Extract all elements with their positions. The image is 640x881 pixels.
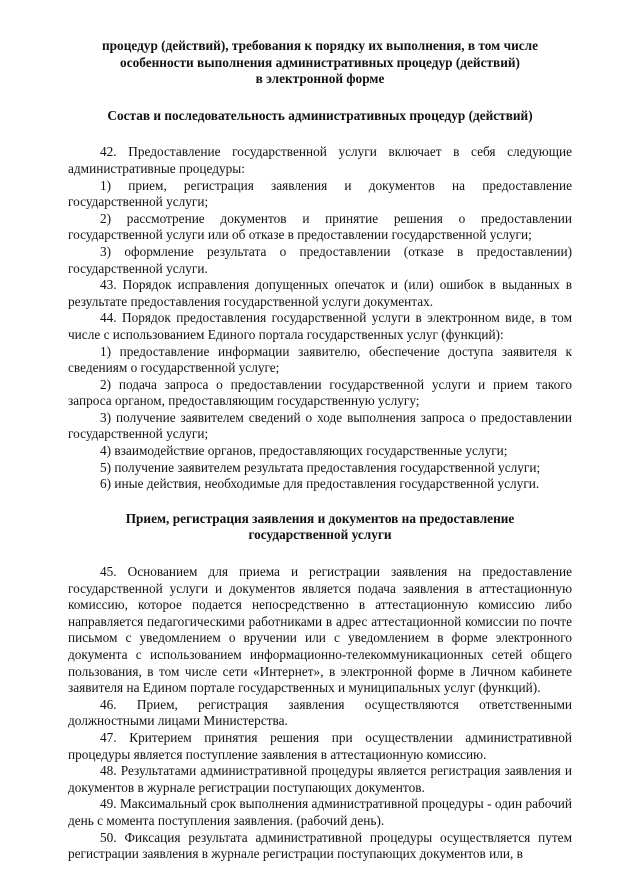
paragraph: 3) получение заявителем сведений о ходе выполнения запроса о предоставлении государственной услуги; — [68, 409, 572, 442]
paragraph: 45. Основанием для приема и регистрации заявления на предоставление государственной услуги и документов является подача заявления в аттестационную комиссию, которое подается непосредственно в аттестационную комиссию либо направляется педагогическими работниками в адрес аттестационной комиссии по почте письмом с уведомлением о вручении или с уведомлением в форме электронного документа с использованием информационно-телекоммуникационных сетей общего пользования, в том числе сети «Интернет», в электронной форме в Личном кабинете заявителя на Едином портале государственных и муниципальных услуг (функций). — [68, 564, 572, 696]
paragraph: 4) взаимодействие органов, предоставляющих государственные услуги; — [100, 443, 508, 459]
paragraph: 48. Результатами административной процедуры является регистрация заявления и документов в журнале регистрации поступающих документов. — [68, 763, 572, 795]
paragraph: 3) оформление результата о предоставлении (отказе в предоставлении) государственной услуги. — [68, 243, 572, 276]
paragraph: 46. Прием, регистрация заявления осуществляются ответственными должностными лицами Министерства. — [68, 696, 572, 729]
paragraph: 47. Критерием принятия решения при осуществлении административной процедуры является поступление заявления в аттестационную комиссию. — [68, 729, 572, 762]
paragraph: 6) иные действия, необходимые для предоставления государственной услуги. — [100, 476, 540, 492]
intro-heading — [68, 38, 572, 88]
document-content — [68, 38, 572, 863]
intro-heading-line: особенности выполнения административных процедур (действий) — [120, 54, 520, 70]
intro-heading-line: в электронной форме — [255, 71, 385, 87]
intro-heading-line: процедур (действий), требования к порядку их выполнения, в том числе — [101, 38, 538, 53]
section1-title: Состав и последовательность административных процедур (действий) — [107, 107, 533, 123]
paragraph: 1) прием, регистрация заявления и документов на предоставление государственной услуги; — [68, 177, 572, 210]
spacer — [68, 493, 572, 511]
paragraph: 1) предоставление информации заявителю, обеспечение доступа заявителя к сведениям о государственной услуге; — [68, 343, 572, 376]
paragraph: 44. Порядок предоставления государственной услуги в электронном виде, в том числе с использованием Единого портала государственных услуг (функций): — [68, 310, 572, 342]
section2-body — [68, 564, 572, 863]
paragraph: 2) рассмотрение документов и принятие решения о предоставлении государственной услуги или об отказе в предоставлении государственной услуги; — [68, 210, 572, 243]
section2-title-line: Прием, регистрация заявления и документов на предоставление — [125, 510, 515, 526]
section1-body — [68, 144, 572, 492]
paragraph: 5) получение заявителем результата предоставления государственной услуги; — [100, 459, 541, 475]
paragraph: 42. Предоставление государственной услуги включает в себя следующие административные процедуры: — [68, 144, 572, 176]
paragraph: 43. Порядок исправления допущенных опечаток и (или) ошибок в выданных в результате предоставления государственной услуги документах. — [68, 277, 572, 309]
paragraph: 2) подача запроса о предоставлении государственной услуги и прием такого запроса органом, предоставляющим государственную услугу; — [68, 376, 572, 409]
paragraph: 49. Максимальный срок выполнения административной процедуры - один рабочий день с момента поступления заявления. (рабочий день). — [68, 796, 572, 828]
section2-title-line: государственной услуги — [248, 527, 392, 543]
section2-title — [68, 511, 572, 544]
paragraph: 50. Фиксация результата административной процедуры осуществляется путем регистрации заявления в журнале регистрации поступающих документов или, в — [68, 829, 572, 862]
